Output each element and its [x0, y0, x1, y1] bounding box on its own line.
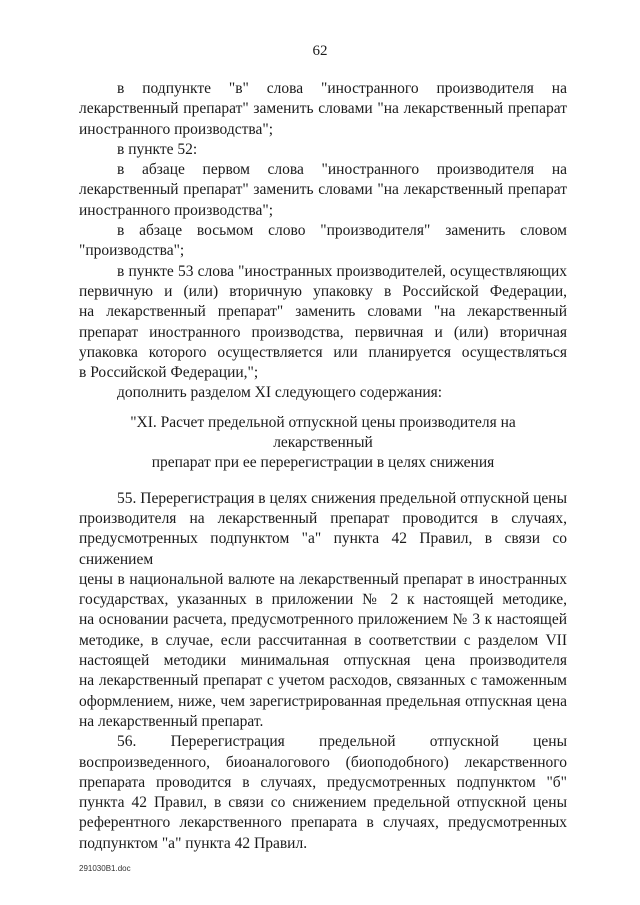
text-line: воспроизведенного, биоаналогового (биоподобного) лекарственного — [79, 753, 567, 771]
paragraph-first-abzac — [79, 160, 567, 221]
text-line: методике, в случае, если рассчитанная в соответствии с разделом VII — [79, 631, 567, 649]
paragraph-point-55 — [79, 489, 567, 733]
text-line: на лекарственный препарат с учетом расходов, связанных с таможенным — [79, 672, 567, 690]
text-line: подпунктом "а" пункта 42 Правил. — [79, 834, 308, 852]
text-line: в абзаце первом слова "иностранного производителя на — [117, 161, 567, 179]
text-line: первичную и (или) вторичную упаковку в Российской Федерации, — [79, 282, 567, 300]
text-line: лекарственный препарат" заменить словами "на лекарственный препарат — [79, 181, 567, 199]
text-line: лекарственный препарат" заменить словами "на лекарственный препарат — [79, 100, 567, 118]
text-line: препарат иностранного производства, первичная и (или) вторичная — [79, 323, 567, 341]
text-line: препарата проводится в случаях, предусмотренных подпунктом "б" — [79, 773, 567, 791]
text-line: "производства"; — [79, 242, 185, 260]
text-line: оформлением, ниже, чем зарегистрированная предельная отпускная цена — [79, 692, 567, 710]
section-heading-line: "XI. Расчет предельной отпускной цены производителя на лекарственный — [130, 413, 516, 452]
paragraph-eighth-abzac — [79, 221, 567, 262]
paragraph-point-56 — [79, 732, 567, 854]
text-line: упаковка которого осуществляется или планируется осуществляться — [79, 343, 567, 361]
paragraph-add-section — [79, 383, 567, 403]
text-line: референтного лекарственного препарата в случаях, предусмотренных — [79, 814, 567, 832]
paragraph-point-52 — [79, 140, 567, 160]
text-line: на лекарственный препарат" заменить словами "на лекарственный — [79, 303, 567, 321]
text-line: настоящей методики минимальная отпускная цена производителя — [79, 652, 567, 670]
text-line: в пункте 53 слова "иностранных производителей, осуществляющих — [117, 262, 567, 280]
text-line: в абзаце восьмом слово "производителя" заменить словом — [117, 222, 567, 240]
spacer — [79, 474, 567, 489]
text-line: иностранного производства"; — [79, 120, 274, 138]
text-line: на основании расчета, предусмотренного приложением № 3 к настоящей — [79, 611, 567, 629]
text-line: иностранного производства"; — [79, 201, 274, 219]
file-name-footer: 291030B1.doc — [79, 864, 131, 873]
section-heading — [79, 413, 567, 474]
text-line: дополнить разделом XI следующего содержания: — [117, 384, 443, 402]
text-line: в Российской Федерации,"; — [79, 364, 259, 382]
page-number: 62 — [312, 43, 328, 59]
section-heading-line: препарат при ее перерегистрации в целях снижения — [151, 454, 495, 472]
text-line: в подпунктe "в" слова "иностранного производителя на — [117, 80, 567, 97]
text-line: производителя на лекарственный препарат проводится в случаях, — [79, 509, 567, 527]
text-line: цены в национальной валюте на лекарственный препарат в иностранных — [79, 570, 567, 588]
text-line: в пункте 52: — [117, 140, 198, 158]
document-body — [79, 79, 567, 854]
text-line: государствах, указанных в приложении № 2 к настоящей методике, — [79, 591, 567, 609]
text-line: 56. Перерегистрация предельной отпускной цены — [117, 733, 567, 751]
text-line: на лекарственный препарат. — [79, 712, 264, 730]
text-line: предусмотренных подпунктом "а" пункта 42 Правил, в связи со снижением — [79, 530, 567, 568]
text-line: 55. Перерегистрация в целях снижения предельной отпускной цены — [117, 489, 567, 507]
paragraph-point-53 — [79, 262, 567, 384]
text-line: пункта 42 Правил, в связи со снижением предельной отпускной цены — [79, 794, 567, 812]
paragraph-subpoint-v — [79, 79, 567, 140]
